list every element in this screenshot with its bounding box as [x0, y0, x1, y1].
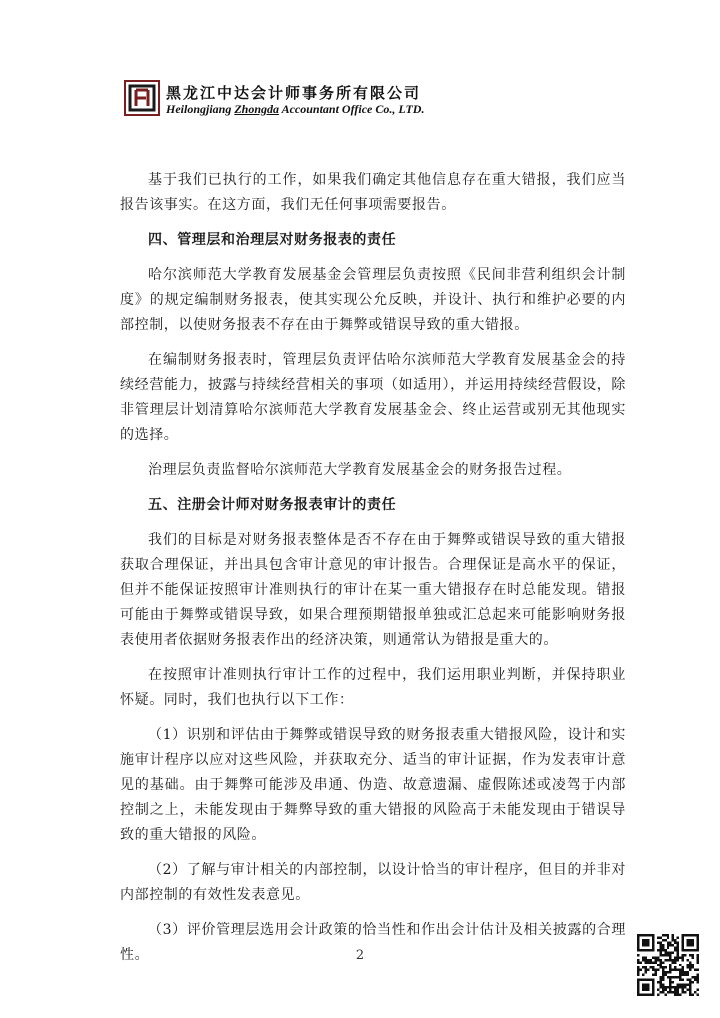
- report-body: [120, 168, 626, 978]
- letterhead: [124, 80, 484, 120]
- paragraph-management-1: 哈尔滨师范大学教育发展基金会管理层负责按照《民间非营利组织会计制度》的规定编制财务报表，使其实现公允反映，并设计、执行和维护必要的内部控制，以使财务报表不存在由于舞弊或错误导致的重大错报。: [120, 267, 626, 333]
- firm-name-en-part1: Heilongjiang: [166, 102, 235, 116]
- paragraph-other-info: 基于我们已执行的工作，如果我们确定其他信息存在重大错报，我们应当报告该事实。在这方面，我们无任何事项需要报告。: [120, 172, 626, 213]
- paragraph-management-2: 在编制财务报表时，管理层负责评估哈尔滨师范大学教育发展基金会的持续经营能力，披露与持续经营相关的事项（如适用），并运用持续经营假设，除非管理层计划清算哈尔滨师范大学教育发展基金会、终止运营或别无其他现实的选择。: [120, 352, 626, 443]
- page-number: 2: [355, 948, 365, 963]
- qr-code-icon: [637, 934, 699, 996]
- firm-name-en-part2: Accountant Office Co., LTD.: [279, 102, 425, 116]
- firm-name-cn: 黑龙江中达会计师事务所有限公司: [166, 84, 422, 102]
- paragraph-objective: 我们的目标是对财务报表整体是否不存在由于舞弊或错误导致的重大错报获取合理保证，并出具包含审计意见的审计报告。合理保证是高水平的保证，但并不能保证按照审计准则执行的审计在某一重大错报存在时总能发现。错报可能由于舞弊或错误导致，如果合理预期错报单独或汇总起来可能影响财务报表使用者依据财务报表作出的经济决策，则通常认为错报是重大的。: [120, 532, 626, 648]
- firm-name-en: [166, 102, 424, 117]
- firm-logo-icon: [124, 80, 160, 116]
- paragraph-judgment: 在按照审计准则执行审计工作的过程中，我们运用职业判断，并保持职业怀疑。同时，我们也执行以下工作：: [120, 667, 626, 708]
- list-item-2: （2）了解与审计相关的内部控制，以设计恰当的审计程序，但目的并非对内部控制的有效性发表意见。: [120, 862, 626, 903]
- firm-name-en-underlined: Zhongda: [234, 102, 280, 116]
- list-item-3: （3）评价管理层选用会计政策的恰当性和作出会计估计及相关披露的合理性。: [120, 922, 626, 963]
- section-heading-4: 四、管理层和治理层对财务报表的责任: [148, 232, 397, 248]
- section-heading-5: 五、注册会计师对财务报表审计的责任: [148, 497, 397, 513]
- list-item-1: （1）识别和评估由于舞弊或错误导致的财务报表重大错报风险，设计和实施审计程序以应对这些风险，并获取充分、适当的审计证据，作为发表审计意见的基础。由于舞弊可能涉及串通、伪造、故意遗漏、虚假陈述或凌驾于内部控制之上，未能发现由于舞弊导致的重大错报的风险高于未能发现由于错误导致的重大错报的风险。: [120, 727, 626, 843]
- paragraph-governance: 治理层负责监督哈尔滨师范大学教育发展基金会的财务报告过程。: [148, 462, 572, 478]
